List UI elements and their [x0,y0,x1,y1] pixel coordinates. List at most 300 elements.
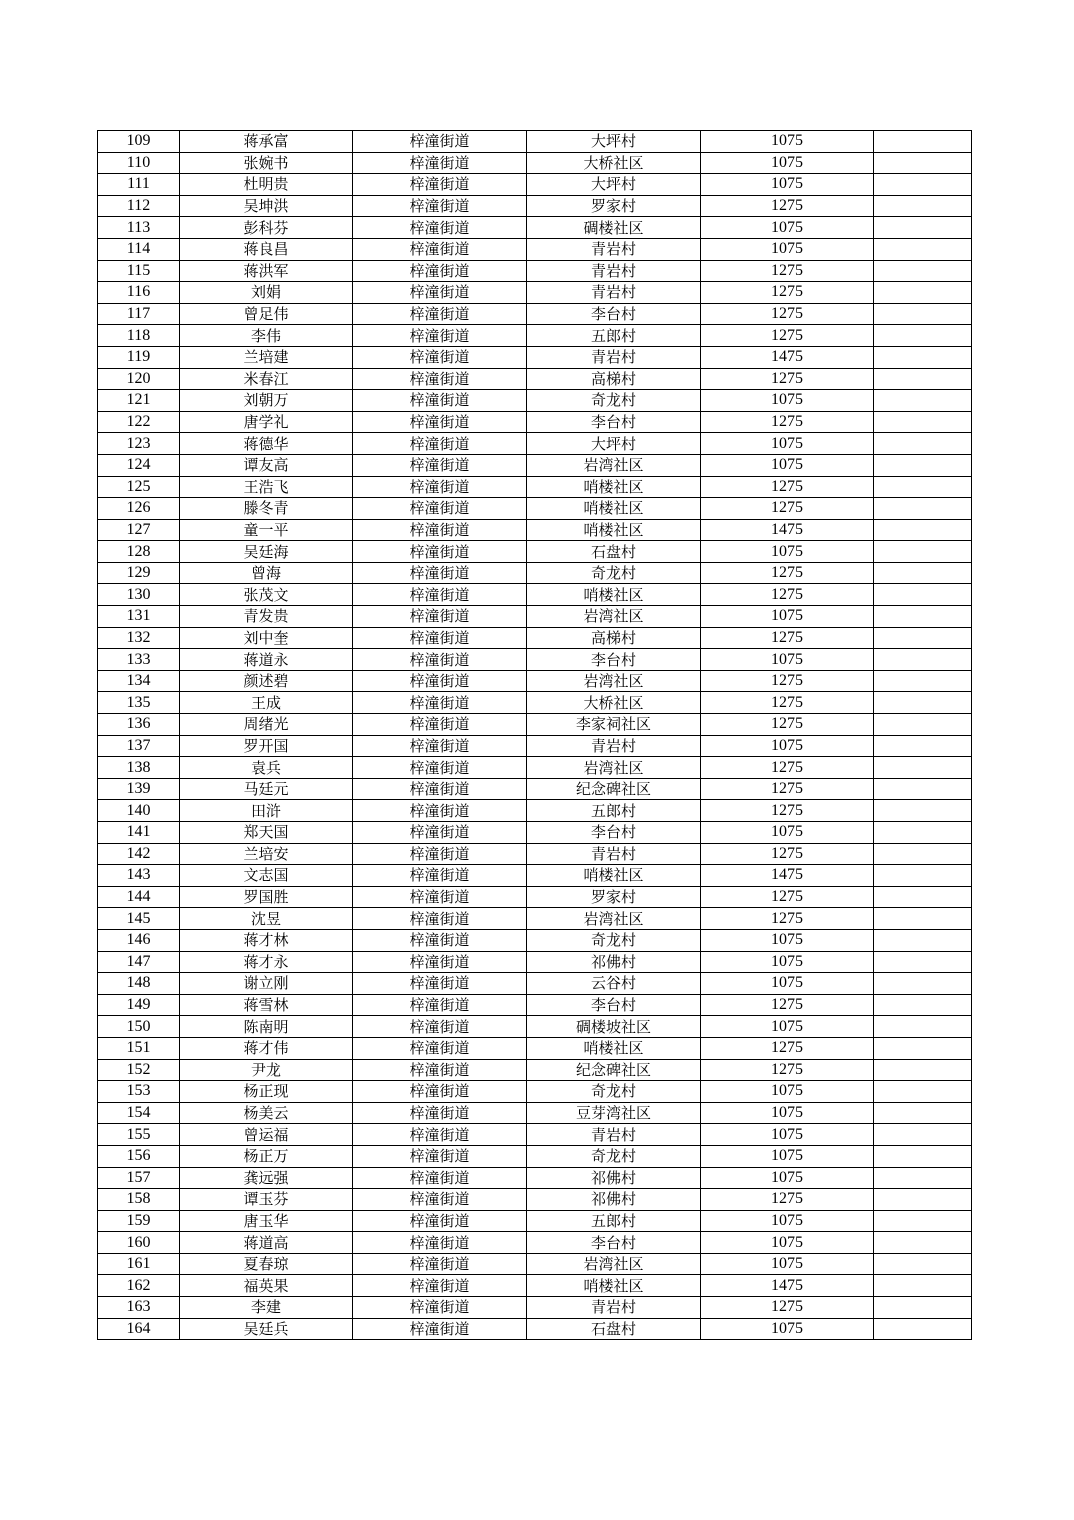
amount-cell: 1275 [701,562,874,584]
street-cell: 梓潼街道 [353,1167,527,1189]
table-row [98,562,972,584]
table-row [98,303,972,325]
street-cell: 梓潼街道 [353,131,527,153]
amount-cell: 1075 [701,152,874,174]
village-cell: 岩湾社区 [527,670,701,692]
table-row [98,282,972,304]
table-row [98,217,972,239]
village-cell: 奇龙村 [527,1081,701,1103]
village-cell: 岩湾社区 [527,454,701,476]
table-row [98,929,972,951]
table-row [98,951,972,973]
name-cell: 兰培建 [180,346,353,368]
table-row [98,1253,972,1275]
name-cell: 吴廷海 [180,541,353,563]
row-number-cell: 142 [98,843,180,865]
village-cell: 高梯村 [527,627,701,649]
amount-cell: 1275 [701,411,874,433]
row-number-cell: 154 [98,1102,180,1124]
street-cell: 梓潼街道 [353,843,527,865]
table-row [98,886,972,908]
street-cell: 梓潼街道 [353,886,527,908]
remark-cell [874,325,972,347]
village-cell: 大坪村 [527,174,701,196]
street-cell: 梓潼街道 [353,368,527,390]
row-number-cell: 117 [98,303,180,325]
name-cell: 曾运福 [180,1124,353,1146]
village-cell: 青岩村 [527,346,701,368]
remark-cell [874,195,972,217]
street-cell: 梓潼街道 [353,1016,527,1038]
remark-cell [874,951,972,973]
remark-cell [874,131,972,153]
row-number-cell: 112 [98,195,180,217]
remark-cell [874,1102,972,1124]
street-cell: 梓潼街道 [353,714,527,736]
remark-cell [874,541,972,563]
table-row [98,476,972,498]
table-row [98,606,972,628]
street-cell: 梓潼街道 [353,908,527,930]
remark-cell [874,822,972,844]
remark-cell [874,454,972,476]
name-cell: 周绪光 [180,714,353,736]
village-cell: 碉楼社区 [527,217,701,239]
name-cell: 袁兵 [180,757,353,779]
street-cell: 梓潼街道 [353,390,527,412]
name-cell: 蒋才永 [180,951,353,973]
row-number-cell: 128 [98,541,180,563]
name-cell: 蒋才林 [180,929,353,951]
name-cell: 尹龙 [180,1059,353,1081]
row-number-cell: 144 [98,886,180,908]
street-cell: 梓潼街道 [353,670,527,692]
table-row [98,152,972,174]
amount-cell: 1275 [701,260,874,282]
name-cell: 夏春琼 [180,1253,353,1275]
remark-cell [874,519,972,541]
street-cell: 梓潼街道 [353,498,527,520]
table-row [98,1145,972,1167]
row-number-cell: 130 [98,584,180,606]
street-cell: 梓潼街道 [353,411,527,433]
village-cell: 青岩村 [527,1124,701,1146]
name-cell: 吴廷兵 [180,1318,353,1340]
remark-cell [874,1210,972,1232]
remark-cell [874,800,972,822]
street-cell: 梓潼街道 [353,929,527,951]
village-cell: 五郎村 [527,325,701,347]
name-cell: 杜明贵 [180,174,353,196]
remark-cell [874,649,972,671]
row-number-cell: 156 [98,1145,180,1167]
name-cell: 李建 [180,1297,353,1319]
street-cell: 梓潼街道 [353,951,527,973]
name-cell: 谢立刚 [180,973,353,995]
table-row [98,1124,972,1146]
village-cell: 李台村 [527,411,701,433]
amount-cell: 1075 [701,217,874,239]
name-cell: 童一平 [180,519,353,541]
street-cell: 梓潼街道 [353,346,527,368]
village-cell: 哨楼社区 [527,1275,701,1297]
table-row [98,238,972,260]
village-cell: 罗家村 [527,195,701,217]
remark-cell [874,368,972,390]
amount-cell: 1275 [701,692,874,714]
village-cell: 青岩村 [527,238,701,260]
table-row [98,519,972,541]
village-cell: 碉楼坡社区 [527,1016,701,1038]
table-row [98,735,972,757]
row-number-cell: 149 [98,994,180,1016]
street-cell: 梓潼街道 [353,174,527,196]
table-row [98,433,972,455]
remark-cell [874,757,972,779]
amount-cell: 1075 [701,822,874,844]
row-number-cell: 120 [98,368,180,390]
remark-cell [874,346,972,368]
street-cell: 梓潼街道 [353,1253,527,1275]
name-cell: 张茂文 [180,584,353,606]
street-cell: 梓潼街道 [353,1059,527,1081]
name-cell: 蒋雪林 [180,994,353,1016]
street-cell: 梓潼街道 [353,1189,527,1211]
name-cell: 杨正现 [180,1081,353,1103]
name-cell: 谭友高 [180,454,353,476]
remark-cell [874,908,972,930]
village-cell: 青岩村 [527,1297,701,1319]
table-row [98,390,972,412]
street-cell: 梓潼街道 [353,649,527,671]
amount-cell: 1275 [701,994,874,1016]
remark-cell [874,692,972,714]
street-cell: 梓潼街道 [353,735,527,757]
row-number-cell: 147 [98,951,180,973]
amount-cell: 1075 [701,649,874,671]
street-cell: 梓潼街道 [353,627,527,649]
amount-cell: 1075 [701,1318,874,1340]
name-cell: 杨正万 [180,1145,353,1167]
table-row [98,1232,972,1254]
amount-cell: 1275 [701,498,874,520]
row-number-cell: 159 [98,1210,180,1232]
table-row [98,1102,972,1124]
amount-cell: 1275 [701,1189,874,1211]
table-row [98,131,972,153]
name-cell: 杨美云 [180,1102,353,1124]
remark-cell [874,476,972,498]
remark-cell [874,929,972,951]
row-number-cell: 141 [98,822,180,844]
table-row [98,541,972,563]
amount-cell: 1275 [701,195,874,217]
village-cell: 哨楼社区 [527,519,701,541]
row-number-cell: 123 [98,433,180,455]
row-number-cell: 155 [98,1124,180,1146]
amount-cell: 1075 [701,1016,874,1038]
amount-cell: 1075 [701,973,874,995]
table-row [98,908,972,930]
row-number-cell: 164 [98,1318,180,1340]
street-cell: 梓潼街道 [353,454,527,476]
street-cell: 梓潼街道 [353,757,527,779]
table-row [98,843,972,865]
village-cell: 云谷村 [527,973,701,995]
village-cell: 岩湾社区 [527,1253,701,1275]
remark-cell [874,1253,972,1275]
street-cell: 梓潼街道 [353,692,527,714]
name-cell: 福英果 [180,1275,353,1297]
street-cell: 梓潼街道 [353,541,527,563]
street-cell: 梓潼街道 [353,778,527,800]
street-cell: 梓潼街道 [353,973,527,995]
row-number-cell: 161 [98,1253,180,1275]
village-cell: 李台村 [527,649,701,671]
table-row [98,1318,972,1340]
village-cell: 石盘村 [527,1318,701,1340]
row-number-cell: 148 [98,973,180,995]
row-number-cell: 134 [98,670,180,692]
remark-cell [874,562,972,584]
row-number-cell: 126 [98,498,180,520]
row-number-cell: 114 [98,238,180,260]
remark-cell [874,865,972,887]
name-cell: 蒋良昌 [180,238,353,260]
village-cell: 罗家村 [527,886,701,908]
table-row [98,195,972,217]
name-cell: 唐学礼 [180,411,353,433]
amount-cell: 1075 [701,1102,874,1124]
street-cell: 梓潼街道 [353,800,527,822]
amount-cell: 1275 [701,908,874,930]
table-row [98,649,972,671]
name-cell: 蒋道永 [180,649,353,671]
name-cell: 王成 [180,692,353,714]
village-cell: 奇龙村 [527,1145,701,1167]
name-cell: 唐玉华 [180,1210,353,1232]
village-cell: 大坪村 [527,433,701,455]
row-number-cell: 124 [98,454,180,476]
table-row [98,800,972,822]
table-row [98,994,972,1016]
village-cell: 哨楼社区 [527,476,701,498]
remark-cell [874,260,972,282]
remark-cell [874,498,972,520]
row-number-cell: 137 [98,735,180,757]
amount-cell: 1275 [701,714,874,736]
village-cell: 岩湾社区 [527,757,701,779]
village-cell: 高梯村 [527,368,701,390]
street-cell: 梓潼街道 [353,822,527,844]
remark-cell [874,174,972,196]
name-cell: 沈昱 [180,908,353,930]
row-number-cell: 143 [98,865,180,887]
table-row [98,1275,972,1297]
row-number-cell: 145 [98,908,180,930]
row-number-cell: 129 [98,562,180,584]
amount-cell: 1275 [701,1297,874,1319]
name-cell: 蒋洪军 [180,260,353,282]
street-cell: 梓潼街道 [353,562,527,584]
amount-cell: 1075 [701,433,874,455]
remark-cell [874,1037,972,1059]
row-number-cell: 109 [98,131,180,153]
records-body [98,131,972,1340]
remark-cell [874,1016,972,1038]
remark-cell [874,886,972,908]
table-row [98,174,972,196]
amount-cell: 1475 [701,519,874,541]
village-cell: 祁佛村 [527,1167,701,1189]
row-number-cell: 146 [98,929,180,951]
name-cell: 蒋道高 [180,1232,353,1254]
village-cell: 岩湾社区 [527,606,701,628]
table-row [98,670,972,692]
village-cell: 奇龙村 [527,390,701,412]
street-cell: 梓潼街道 [353,865,527,887]
remark-cell [874,433,972,455]
amount-cell: 1275 [701,325,874,347]
row-number-cell: 138 [98,757,180,779]
street-cell: 梓潼街道 [353,433,527,455]
row-number-cell: 110 [98,152,180,174]
remark-cell [874,670,972,692]
village-cell: 青岩村 [527,843,701,865]
name-cell: 谭玉芬 [180,1189,353,1211]
row-number-cell: 113 [98,217,180,239]
name-cell: 张婉书 [180,152,353,174]
amount-cell: 1075 [701,541,874,563]
name-cell: 彭科芬 [180,217,353,239]
amount-cell: 1075 [701,1145,874,1167]
amount-cell: 1275 [701,368,874,390]
table-row [98,325,972,347]
table-row [98,454,972,476]
row-number-cell: 118 [98,325,180,347]
name-cell: 郑天国 [180,822,353,844]
village-cell: 李台村 [527,303,701,325]
table-row [98,1167,972,1189]
street-cell: 梓潼街道 [353,195,527,217]
table-row [98,973,972,995]
name-cell: 滕冬青 [180,498,353,520]
village-cell: 大桥社区 [527,692,701,714]
remark-cell [874,1275,972,1297]
village-cell: 李台村 [527,994,701,1016]
name-cell: 马廷元 [180,778,353,800]
row-number-cell: 127 [98,519,180,541]
amount-cell: 1275 [701,1037,874,1059]
remark-cell [874,1232,972,1254]
amount-cell: 1275 [701,778,874,800]
remark-cell [874,1189,972,1211]
street-cell: 梓潼街道 [353,519,527,541]
row-number-cell: 122 [98,411,180,433]
name-cell: 刘朝万 [180,390,353,412]
remark-cell [874,714,972,736]
village-cell: 李台村 [527,822,701,844]
row-number-cell: 152 [98,1059,180,1081]
remark-cell [874,735,972,757]
table-row [98,757,972,779]
row-number-cell: 115 [98,260,180,282]
village-cell: 祁佛村 [527,1189,701,1211]
village-cell: 李家祠社区 [527,714,701,736]
amount-cell: 1275 [701,800,874,822]
name-cell: 曾足伟 [180,303,353,325]
remark-cell [874,1124,972,1146]
remark-cell [874,303,972,325]
remark-cell [874,778,972,800]
village-cell: 青岩村 [527,735,701,757]
street-cell: 梓潼街道 [353,1297,527,1319]
village-cell: 奇龙村 [527,562,701,584]
name-cell: 刘中奎 [180,627,353,649]
village-cell: 哨楼社区 [527,498,701,520]
row-number-cell: 158 [98,1189,180,1211]
street-cell: 梓潼街道 [353,238,527,260]
remark-cell [874,843,972,865]
row-number-cell: 150 [98,1016,180,1038]
name-cell: 罗开国 [180,735,353,757]
remark-cell [874,1318,972,1340]
row-number-cell: 111 [98,174,180,196]
table-row [98,627,972,649]
street-cell: 梓潼街道 [353,152,527,174]
amount-cell: 1275 [701,670,874,692]
remark-cell [874,282,972,304]
row-number-cell: 132 [98,627,180,649]
remark-cell [874,606,972,628]
village-cell: 祁佛村 [527,951,701,973]
amount-cell: 1275 [701,1059,874,1081]
remark-cell [874,973,972,995]
amount-cell: 1275 [701,476,874,498]
row-number-cell: 135 [98,692,180,714]
table-row [98,1037,972,1059]
name-cell: 田浒 [180,800,353,822]
remark-cell [874,1167,972,1189]
table-row [98,714,972,736]
street-cell: 梓潼街道 [353,1081,527,1103]
amount-cell: 1075 [701,131,874,153]
street-cell: 梓潼街道 [353,584,527,606]
amount-cell: 1475 [701,1275,874,1297]
name-cell: 蒋德华 [180,433,353,455]
street-cell: 梓潼街道 [353,1275,527,1297]
street-cell: 梓潼街道 [353,282,527,304]
amount-cell: 1075 [701,606,874,628]
table-row [98,1189,972,1211]
remark-cell [874,152,972,174]
name-cell: 蒋承富 [180,131,353,153]
village-cell: 青岩村 [527,282,701,304]
street-cell: 梓潼街道 [353,606,527,628]
row-number-cell: 136 [98,714,180,736]
row-number-cell: 116 [98,282,180,304]
name-cell: 龚远强 [180,1167,353,1189]
amount-cell: 1075 [701,1232,874,1254]
amount-cell: 1275 [701,757,874,779]
street-cell: 梓潼街道 [353,217,527,239]
table-row [98,1297,972,1319]
amount-cell: 1275 [701,584,874,606]
remark-cell [874,1081,972,1103]
row-number-cell: 157 [98,1167,180,1189]
amount-cell: 1075 [701,929,874,951]
table-row [98,346,972,368]
